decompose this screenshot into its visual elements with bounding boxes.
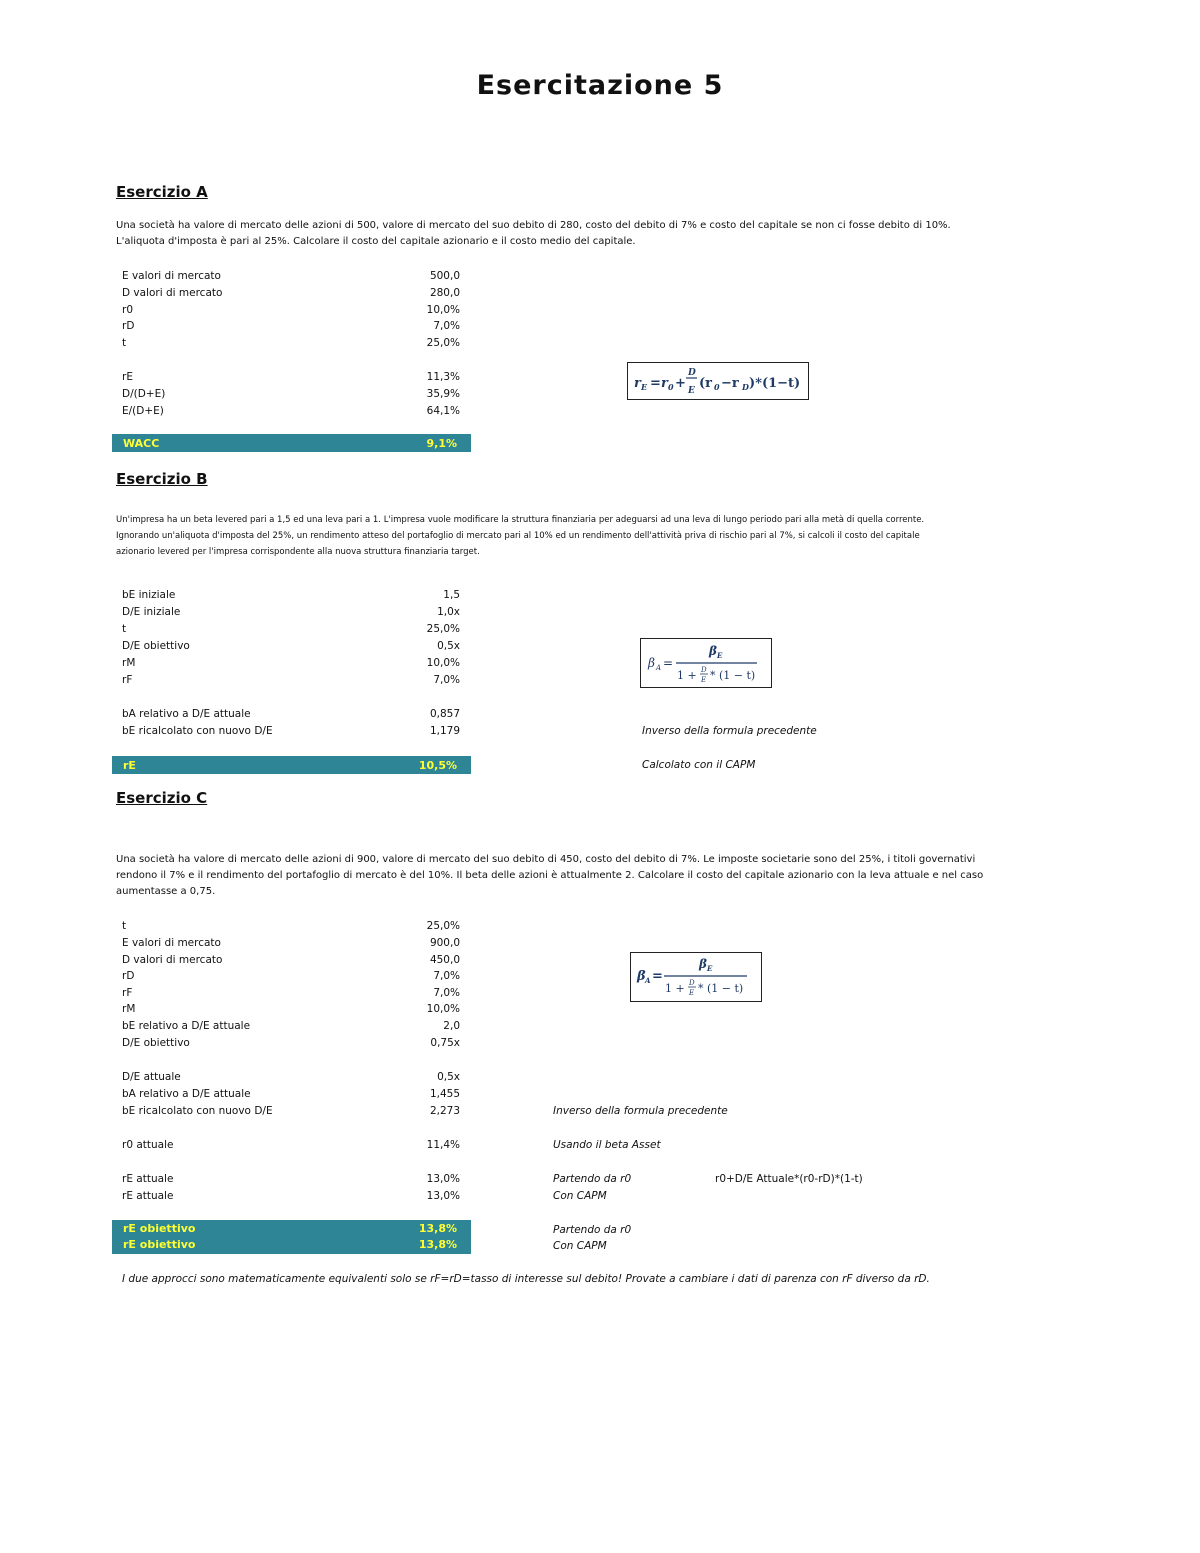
svg-text:=: = <box>663 656 674 670</box>
row-label: D/E obiettivo <box>122 640 190 652</box>
svg-text:E: E <box>689 989 695 997</box>
svg-text:E: E <box>641 382 648 392</box>
row-value: 1,179 <box>429 725 460 737</box>
svg-text:D: D <box>688 368 696 378</box>
section-a-text <box>116 218 1076 250</box>
row-c-rm <box>122 1003 460 1020</box>
section-b-text-line2: Ignorando un'aliquota d'imposta del 25%, un rendimento atteso del portafoglio di mercato pari al 10% ed un rendimento dell'attività priva di rischio pari al 7%, si calcoli il costo del capitale <box>116 531 920 541</box>
row-value: 7,0% <box>433 987 460 999</box>
row-label: rE attuale <box>122 1173 174 1185</box>
note-b-capm: Calcolato con il CAPM <box>642 759 756 771</box>
row-c-r0 <box>122 1139 460 1156</box>
svg-text:D: D <box>689 979 695 987</box>
row-label: bA relativo a D/E attuale <box>122 708 251 720</box>
row-value: 500,0 <box>429 270 460 282</box>
svg-text:0: 0 <box>668 382 674 392</box>
row-label: bE iniziale <box>122 589 176 601</box>
note-c-capm-2: Con CAPM <box>553 1240 607 1252</box>
section-a-text-line1: Una società ha valore di mercato delle azioni di 500, valore di mercato del suo debito di 280, costo del debito di 7% e costo del capitale se non ci fosse debito di 10%. <box>116 220 951 231</box>
row-label: D valori di mercato <box>122 287 223 299</box>
row-value: 7,0% <box>433 320 460 332</box>
row-value: 0,857 <box>429 708 460 720</box>
row-label: t <box>122 623 127 635</box>
row-label: rM <box>122 657 136 669</box>
row-label: r0 attuale <box>122 1139 174 1151</box>
re-c-highlight-2 <box>112 1237 471 1254</box>
row-value: 280,0 <box>429 287 460 299</box>
svg-text:−r: −r <box>721 376 739 391</box>
svg-text:D: D <box>701 666 707 674</box>
section-c-text-line2: rendono il 7% e il rendimento del portafoglio di mercato è del 10%. Il beta delle azioni è attualmente 2. Calcolare il costo del capitale azionario con la leva attuale e nel caso <box>116 870 984 881</box>
row-value: 2,0 <box>443 1020 460 1032</box>
row-value: 64,1% <box>426 405 460 417</box>
svg-text:(r: (r <box>699 376 712 391</box>
row-a-d-ratio <box>122 388 460 405</box>
svg-text:E: E <box>688 386 695 396</box>
svg-text:1 +: 1 + <box>677 669 697 682</box>
highlight-label: rE <box>123 759 136 772</box>
row-value: 0,5x <box>437 640 460 652</box>
row-a-t <box>122 337 460 354</box>
svg-text:)*(1−t): )*(1−t) <box>749 376 801 391</box>
row-a-re <box>122 371 460 388</box>
formula-b-svg <box>641 639 771 687</box>
row-label: E/(D+E) <box>122 405 164 417</box>
row-label: D/(D+E) <box>122 388 166 400</box>
section-c-text-line1: Una società ha valore di mercato delle azioni di 900, valore di mercato del suo debito di 450, costo del debito di 7%. Le imposte societarie sono del 25%, i titoli governativi <box>116 854 976 865</box>
row-value: 1,5 <box>443 589 460 601</box>
svg-text:1 +: 1 + <box>665 982 685 995</box>
row-label: rF <box>122 987 133 999</box>
row-label: rD <box>122 970 135 982</box>
section-c-text <box>116 852 1076 900</box>
row-label: r0 <box>122 304 133 316</box>
row-label: E valori di mercato <box>122 937 221 949</box>
section-a-heading: Esercizio A <box>116 183 208 201</box>
highlight-label: rE obiettivo <box>123 1238 196 1251</box>
row-label: D/E attuale <box>122 1071 181 1083</box>
formula-c-svg <box>631 953 761 1001</box>
row-b-de-initial <box>122 606 460 623</box>
svg-text:=: = <box>650 376 661 391</box>
formula-c-image <box>630 952 762 1002</box>
formula-a-image <box>627 362 809 400</box>
svg-text:E: E <box>701 676 707 684</box>
svg-text:* (1 − t): * (1 − t) <box>698 982 744 995</box>
footer-note: I due approcci sono matematicamente equivalenti solo se rF=rD=tasso di interesse sul debito! Provate a cambiare i dati di parenza con rF diverso da rD. <box>122 1273 930 1285</box>
row-c-de-current <box>122 1071 460 1088</box>
row-label: E valori di mercato <box>122 270 221 282</box>
svg-text:* (1 − t): * (1 − t) <box>710 669 756 682</box>
row-c-rd <box>122 970 460 987</box>
row-b-ba <box>122 708 460 725</box>
row-value: 7,0% <box>433 970 460 982</box>
row-c-ba <box>122 1088 460 1105</box>
row-value: 7,0% <box>433 674 460 686</box>
row-c-de-target <box>122 1037 460 1054</box>
page-title: Esercitazione 5 <box>476 70 724 101</box>
row-label: rF <box>122 674 133 686</box>
row-value: 11,4% <box>426 1139 460 1151</box>
row-label: rM <box>122 1003 136 1015</box>
row-value: 13,0% <box>426 1173 460 1185</box>
row-label: D/E iniziale <box>122 606 181 618</box>
formula-a-svg <box>628 363 808 399</box>
re-c-highlight-1 <box>112 1220 471 1237</box>
svg-text:A: A <box>645 976 651 985</box>
row-value: 2,273 <box>429 1105 460 1117</box>
row-c-rf <box>122 987 460 1004</box>
row-label: rE attuale <box>122 1190 174 1202</box>
row-value: 1,455 <box>429 1088 460 1100</box>
row-a-d-market <box>122 287 460 304</box>
formula-c-text: r0+D/E Attuale*(r0-rD)*(1-t) <box>715 1173 863 1185</box>
row-a-e-ratio <box>122 405 460 422</box>
highlight-value: 10,5% <box>418 759 457 772</box>
row-a-e-market <box>122 270 460 287</box>
svg-text:β: β <box>699 957 707 971</box>
row-b-de-target <box>122 640 460 657</box>
note-c-capm-1: Con CAPM <box>553 1190 607 1202</box>
row-c-t <box>122 920 460 937</box>
row-c-re-1 <box>122 1173 460 1190</box>
svg-text:E: E <box>717 651 723 660</box>
row-value: 10,0% <box>426 657 460 669</box>
note-c-beta-asset: Usando il beta Asset <box>553 1139 661 1151</box>
re-b-highlight <box>112 756 471 774</box>
row-b-rm <box>122 657 460 674</box>
svg-text:r: r <box>634 376 641 391</box>
row-label: bE relativo a D/E attuale <box>122 1020 251 1032</box>
section-b-text <box>116 512 1076 560</box>
row-value: 10,0% <box>426 304 460 316</box>
row-b-t <box>122 623 460 640</box>
svg-text:+: + <box>675 376 686 391</box>
row-label: rE <box>122 371 133 383</box>
section-a-text-line2: L'aliquota d'imposta è pari al 25%. Calcolare il costo del capitale azionario e il costo medio del capitale. <box>116 236 636 247</box>
highlight-label: rE obiettivo <box>123 1222 196 1235</box>
note-c-from-r0-2: Partendo da r0 <box>553 1224 632 1236</box>
row-b-be-initial <box>122 589 460 606</box>
svg-text:r: r <box>661 376 668 391</box>
svg-text:A: A <box>656 664 662 672</box>
row-c-be-new <box>122 1105 460 1122</box>
highlight-label: WACC <box>123 437 160 450</box>
row-c-e-market <box>122 937 460 954</box>
row-value: 13,0% <box>426 1190 460 1202</box>
row-value: 0,75x <box>430 1037 460 1049</box>
row-label: bE ricalcolato con nuovo D/E <box>122 1105 273 1117</box>
row-label: bE ricalcolato con nuovo D/E <box>122 725 273 737</box>
svg-text:=: = <box>652 969 663 984</box>
row-value: 25,0% <box>426 920 460 932</box>
row-label: t <box>122 920 127 932</box>
row-a-rd <box>122 320 460 337</box>
row-value: 1,0x <box>437 606 460 618</box>
row-c-be <box>122 1020 460 1037</box>
row-value: 900,0 <box>429 937 460 949</box>
row-label: bA relativo a D/E attuale <box>122 1088 251 1100</box>
section-c-heading: Esercizio C <box>116 789 208 807</box>
row-value: 25,0% <box>426 623 460 635</box>
svg-text:β: β <box>637 969 646 984</box>
svg-text:β: β <box>709 644 717 658</box>
highlight-value: 13,8% <box>418 1222 457 1235</box>
svg-text:D: D <box>742 382 749 392</box>
note-c-inverse: Inverso della formula precedente <box>553 1105 728 1117</box>
note-b-inverse: Inverso della formula precedente <box>642 725 817 737</box>
row-c-re-2 <box>122 1190 460 1207</box>
row-c-d-market <box>122 954 460 971</box>
row-label: D valori di mercato <box>122 954 223 966</box>
section-c-text-line3: aumentasse a 0,75. <box>116 886 216 897</box>
row-value: 11,3% <box>426 371 460 383</box>
row-b-rf <box>122 674 460 691</box>
section-b-text-line1: Un'impresa ha un beta levered pari a 1,5 ed una leva pari a 1. L'impresa vuole modificare la struttura finanziaria per adeguarsi ad una leva di lungo periodo pari alla metà di quella corrente. <box>116 515 925 525</box>
row-value: 25,0% <box>426 337 460 349</box>
note-c-from-r0-1: Partendo da r0 <box>553 1173 632 1185</box>
formula-b-image <box>640 638 772 688</box>
svg-text:E: E <box>707 964 713 973</box>
highlight-value: 9,1% <box>426 437 457 450</box>
row-label: rD <box>122 320 135 332</box>
svg-text:0: 0 <box>714 382 720 392</box>
row-b-be-new <box>122 725 460 742</box>
row-label: D/E obiettivo <box>122 1037 190 1049</box>
highlight-value: 13,8% <box>418 1238 457 1251</box>
row-value: 450,0 <box>429 954 460 966</box>
row-value: 10,0% <box>426 1003 460 1015</box>
section-b-heading: Esercizio B <box>116 470 208 488</box>
section-b-text-line3: azionario levered per l'impresa corrispondente alla nuova struttura finanziaria target. <box>116 547 480 557</box>
svg-text:β: β <box>648 656 655 670</box>
row-value: 0,5x <box>437 1071 460 1083</box>
row-a-r0 <box>122 304 460 321</box>
row-label: t <box>122 337 127 349</box>
row-value: 35,9% <box>426 388 460 400</box>
wacc-highlight <box>112 434 471 452</box>
